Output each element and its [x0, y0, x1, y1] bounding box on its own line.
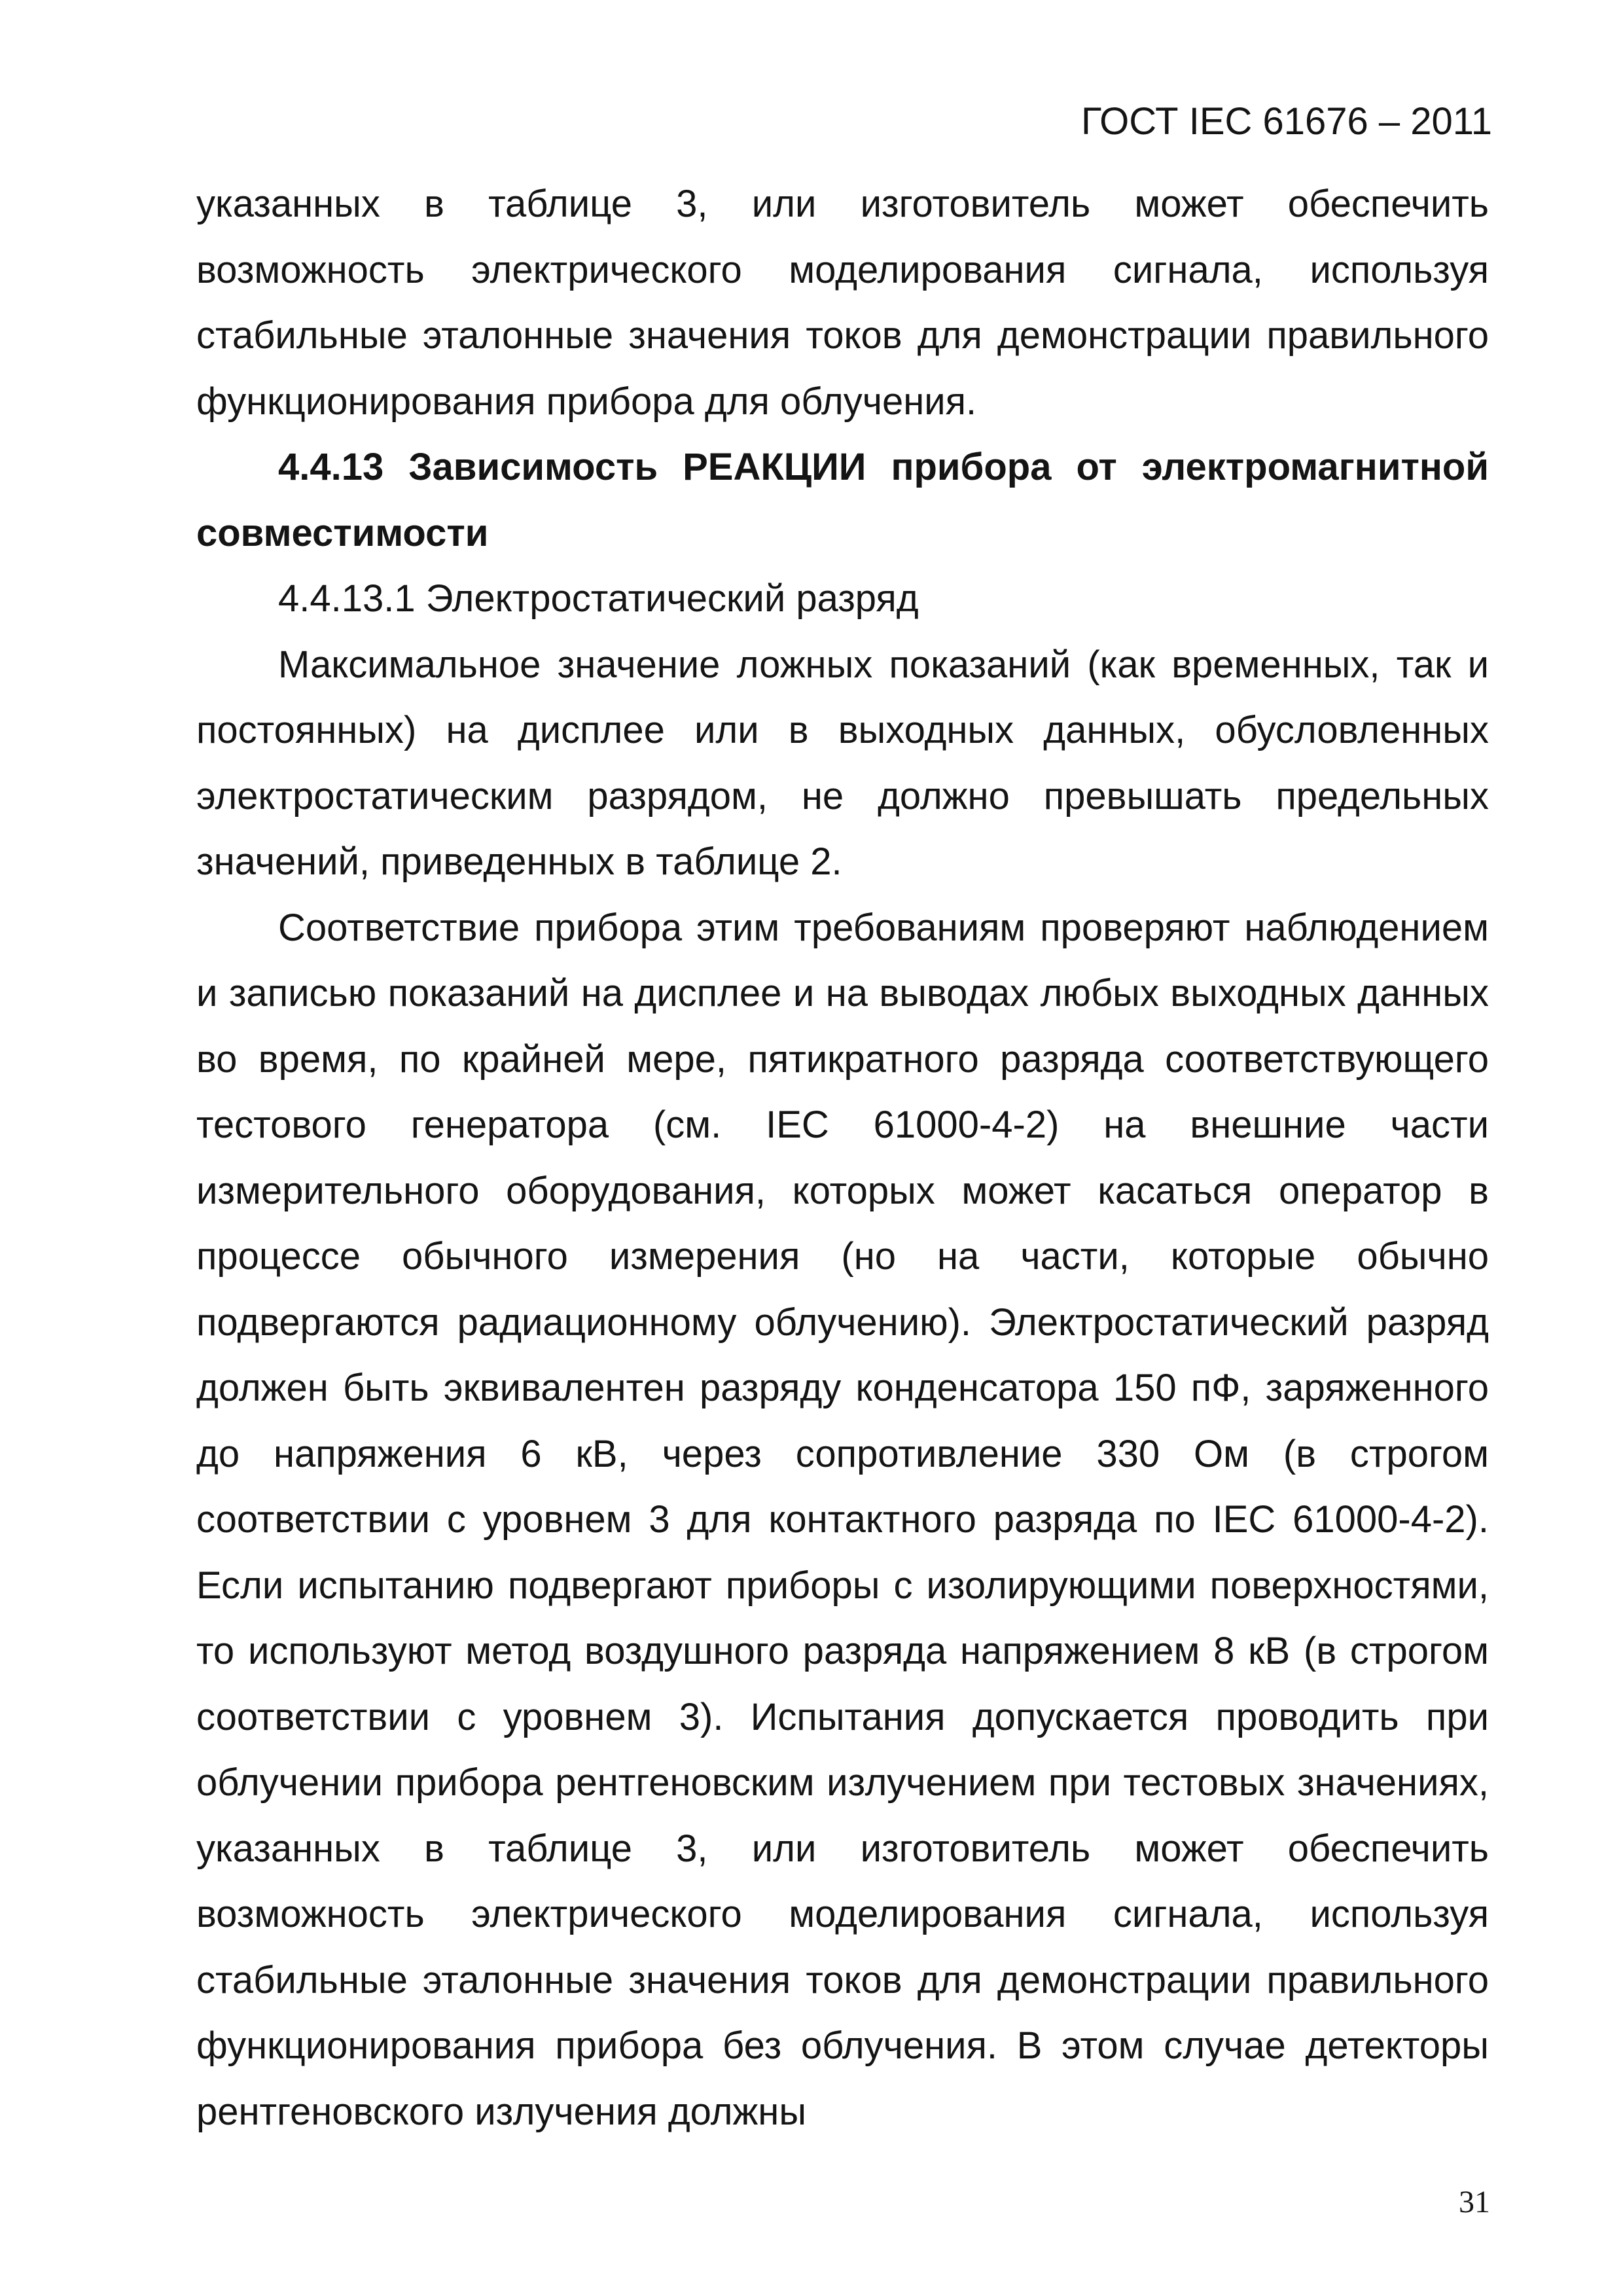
subsection-heading: 4.4.13.1 Электростатический разряд — [278, 577, 919, 620]
section-heading: 4.4.13 Зависимость РЕАКЦИИ прибора от электромагнитной совместимости — [196, 446, 1489, 554]
paragraph-continuation: указанных в таблице 3, или изготовитель может обеспечить возможность электрического моделирования сигнала, используя стабильные эталонные значения токов для демонстрации правильного функционирования прибора для облучения. — [196, 183, 1489, 423]
paragraph-compliance-check: Соответствие прибора этим требованиям проверяют наблюдением и записью показаний на дисплее и на выводах любых выходных данных во время, по крайней мере, пятикратного разряда соответствующего тестового генератора (см. IEC 61000-4-2) на внешние части измерительного оборудования, которых может касаться оператор в процессе обычного измерения (но на части, которые обычно подвергаются радиационному облучению). Электростатический разряд должен быть эквивалентен разряду конденсатора 150 пФ, заряженного до напряжения 6 кВ, через сопротивление 330 Ом (в строгом соответствии с уровнем 3 для контактного разряда по IEC 61000-4-2). Если испытанию подвергают приборы с изолирующими поверхностями, то используют метод воздушного разряда напряжением 8 кВ (в строгом соответствии с уровнем 3). Испытания допускается проводить при облучении прибора рентгеновским излучением при тестовых значениях, указанных в таблице 3, или изготовитель может обеспечить возможность электрического моделирования сигнала, используя стабильные эталонные значения токов для демонстрации правильного функционирования прибора без облучения. В этом случае детекторы рентгеновского излучения должны — [196, 906, 1489, 2133]
paragraph-max-false-readings: Максимальное значение ложных показаний (как временных, так и постоянных) на дисплее или в выходных данных, обусловленных электростатическим разрядом, не должно превышать предельных значений, приведенных в таблице 2. — [196, 643, 1489, 883]
document-body — [196, 171, 1489, 2145]
page-number: 31 — [1459, 2185, 1490, 2219]
document-header: ГОСТ IEC 61676 – 2011 — [1080, 100, 1492, 143]
